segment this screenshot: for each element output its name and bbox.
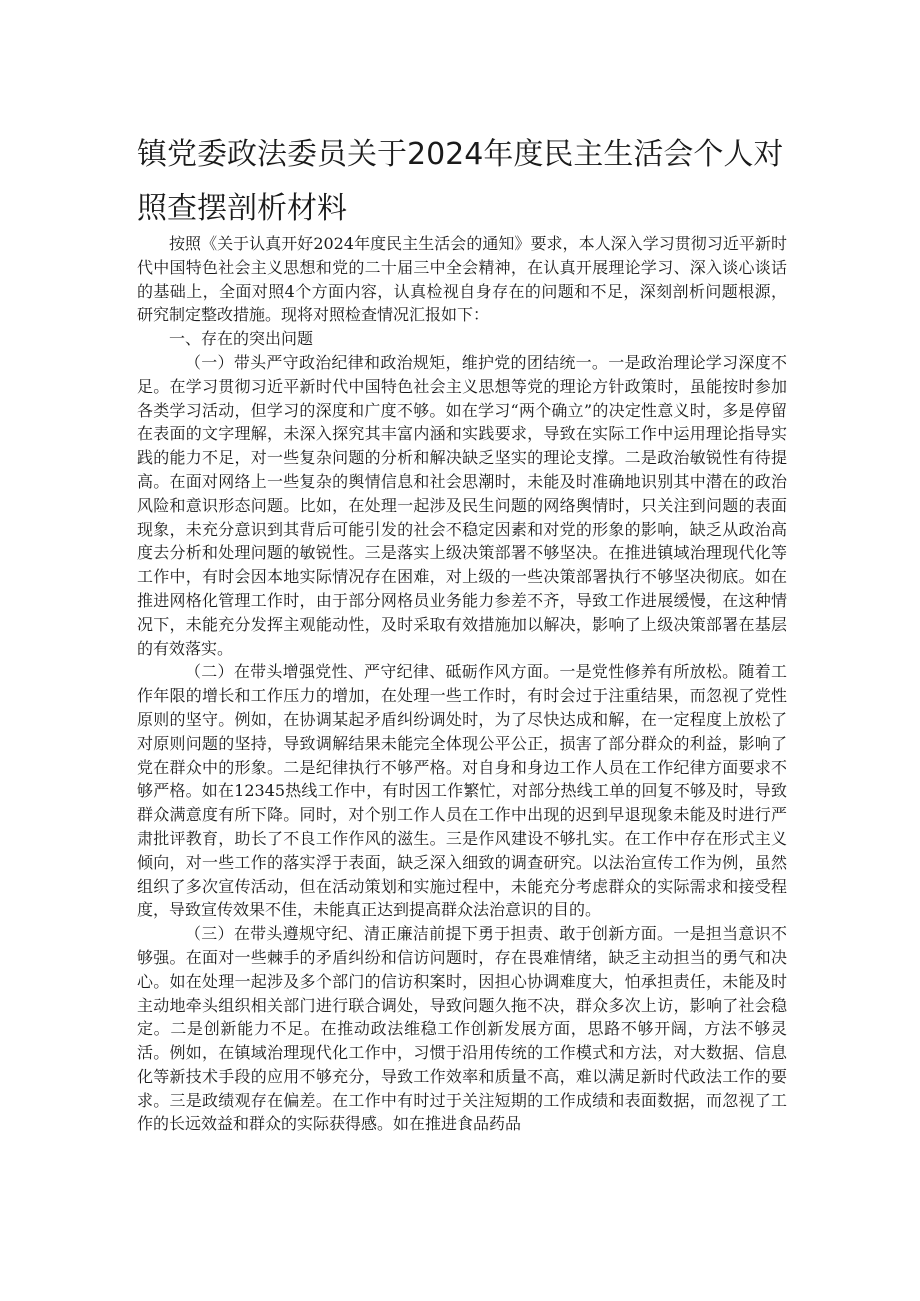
document-body [137, 232, 787, 1136]
section-heading-problems: 一、存在的突出问题 [169, 329, 314, 349]
paragraph-intro: 按照《关于认真开好2024年度民主生活会的通知》要求，本人深入学习贯彻习近平新时代中国特色社会主义思想和党的二十届三中全会精神，在认真开展理论学习、深入谈心谈话的基础上，全面对照4个方面内容，认真检视自身存在的问题和不足，深刻剖析问题根源，研究制定整改措施。现将对照检查情况汇报如下： [137, 234, 787, 325]
document-title: 镇党委政法委员关于2024年度民主生活会个人对照查摆剖析材料 [137, 137, 784, 226]
paragraph-section-1: （一）带头严守政治纪律和政治规矩，维护党的团结统一。一是政治理论学习深度不足。在学习贯彻习近平新时代中国特色社会主义思想等党的理论方针政策时，虽能按时参加各类学习活动，但学习的深度和广度不够。如在学习“两个确立”的决定性意义时，多是停留在表面的文字理解，未深入探究其丰富内涵和实践要求，导致在实际工作中运用理论指导实践的能力不足，对一些复杂问题的分析和解决缺乏坚实的理论支撑。二是政治敏锐性有待提高。在面对网络上一些复杂的舆情信息和社会思潮时，未能及时准确地识别其中潜在的政治风险和意识形态问题。比如，在处理一起涉及民生问题的网络舆情时，只关注到问题的表面现象，未充分意识到其背后可能引发的社会不稳定因素和对党的形象的影响，缺乏从政治高度去分析和处理问题的敏锐性。三是落实上级决策部署不够坚决。在推进镇域治理现代化等工作中，有时会因本地实际情况存在困难，对上级的一些决策部署执行不够坚决彻底。如在推进网格化管理工作时，由于部分网格员业务能力参差不齐，导致工作进展缓慢，在这种情况下，未能充分发挥主观能动性，及时采取有效措施加以解决，影响了上级决策部署在基层的有效落实。 [137, 352, 787, 658]
paragraph-section-3: （三）在带头遵规守纪、清正廉洁前提下勇于担责、敢于创新方面。一是担当意识不够强。在面对一些棘手的矛盾纠纷和信访问题时，存在畏难情绪，缺乏主动担当的勇气和决心。如在处理一起涉及多个部门的信访积案时，因担心协调难度大，怕承担责任，未能及时主动地牵头组织相关部门进行联合调处，导致问题久拖不决，群众多次上访，影响了社会稳定。二是创新能力不足。在推动政法维稳工作创新发展方面，思路不够开阔，方法不够灵活。例如，在镇域治理现代化工作中，习惯于沿用传统的工作模式和方法，对大数据、信息化等新技术手段的应用不够充分，导致工作效率和质量不高，难以满足新时代政法工作的要求。三是政绩观存在偏差。在工作中有时过于关注短期的工作成绩和表面数据，而忽视了工作的长远效益和群众的实际获得感。如在推进食品药品 [137, 924, 787, 1134]
paragraph-section-2: （二）在带头增强党性、严守纪律、砥砺作风方面。一是党性修养有所放松。随着工作年限的增长和工作压力的增加，在处理一些工作时，有时会过于注重结果，而忽视了党性原则的坚守。例如，在协调某起矛盾纠纷调处时，为了尽快达成和解，在一定程度上放松了对原则问题的坚持，导致调解结果未能完全体现公平公正，损害了部分群众的利益，影响了党在群众中的形象。二是纪律执行不够严格。对自身和身边工作人员在工作纪律方面要求不够严格。如在12345热线工作中，有时因工作繁忙，对部分热线工单的回复不够及时，导致群众满意度有所下降。同时，对个别工作人员在工作中出现的迟到早退现象未能及时进行严肃批评教育，助长了不良工作作风的滋生。三是作风建设不够扎实。在工作中存在形式主义倾向，对一些工作的落实浮于表面，缺乏深入细致的调查研究。以法治宣传工作为例，虽然组织了多次宣传活动，但在活动策划和实施过程中，未能充分考虑群众的实际需求和接受程度，导致宣传效果不佳，未能真正达到提高群众法治意识的目的。 [137, 662, 787, 920]
